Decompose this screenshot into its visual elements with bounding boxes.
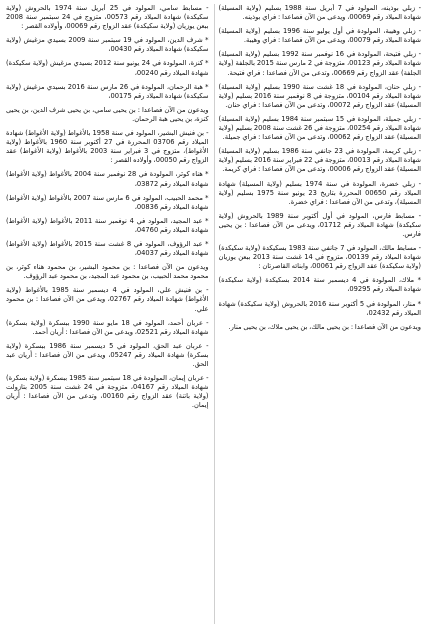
left-column <box>6 4 209 624</box>
entry: - بن فنيش علي، المولود في 4 ديسمبر سنة 1985 بالأغواط (ولاية الأغواط) شهادة الميلاد رقم 02767، ويدعى من الآن فصاعدا : بن محمود علي. <box>5 286 209 313</box>
entry: - زبلي جميلة، المولودة في 15 سبتمبر سنة 1984 بسليم (ولاية المسيلة) شهادة الميلاد رقم 00254، متزوجة في 26 غشت سنة 2008 بسليم (ولاية المسيلة) عقد الزواج رقم 00062، وتدعى من الآن فصاعدا : فراي جميلة. <box>218 114 421 142</box>
entry: * عبد الرؤوف، المولود في 8 غشت سنة 2015 بالأغواط (ولاية الأغواط) شهادة الميلاد رقم 04037، <box>5 239 209 258</box>
entry: - مسابط مالك، المولود في 7 جانفي سنة 1983 بسكيكدة (ولاية سكيكدة) شهادة الميلاد رقم 00139، متزوج في 14 غشت سنة 2013 ببعن يوزيان (ولاية سكيكدة) عقد الزواج رقم 00061، وابنائه القاصرتان : <box>218 244 421 271</box>
entry: - بن فنيش البشير، المولود في سنة 1958 بالأغواط (ولاية الأغواط) شهادة الميلاد رقم 03706 المحررة في 27 أكتوبر سنة 1960 بالأغواط (ولاية الأغواط)، متزوج في 3 فبراير سنة 2003 بالأغواط (ولاية الأغواط) عقد الزواج رقم 00050، وأولاده القصر : <box>5 129 209 165</box>
entry: - زبلي كريمة، المولودة في 23 جانفي سنة 1986 بسليم (ولاية المسيلة) شهادة الميلاد رقم 00013، متزوجة في 22 فبراير سنة 2016 بسليم (ولاية المسيلة) عقد الزواج رقم 00006، وتدعى من الآن فصاعدا : فراي كريمة. <box>218 147 421 174</box>
entry: * شرف الدين، المولود في 19 سبتمبر سنة 2009 بسيدي مزغيش (ولاية سكيكدة) شهادة الميلاد رقم 00430، <box>5 36 209 54</box>
entry: ويدعون من الآن فصاعدا : بن يحيى مالك، بن يحيى ملاك، بن يحيى منار. <box>228 322 421 331</box>
entry: - زبلي فتيحة، المولودة في 16 نوفمبر سنة 1992 بسليم (ولاية المسيلة) شهادة الميلاد رقم 00123، متزوجة في 2 مارس سنة 2015 بالجلفة (ولاية الجلفة) عقد الزواج رقم 00669، وتدعى من الآن فصاعدا : فراي فتيحة. <box>218 50 421 77</box>
entry: * هناء كوثر، المولودة في 28 نوفمبر سنة 2004 بالأغواط (ولاية الأغواط) شهادة الميلاد رقم 03872، <box>5 170 209 188</box>
entry: * عبد المجيد، المولود في 4 نوفمبر سنة 2011 بالأغواط (ولاية الأغواط) شهادة الميلاد رقم 04760، <box>5 216 209 234</box>
entry: - عربان إيمان، المولودة في 18 سبتمبر سنة 1985 ببسكرة (ولاية بسكرة) شهادة الميلاد رقم 04167، متزوجة في 24 غشت سنة 2005 بتازولت (ولاية باتنة) عقد الزواج رقم 00160، وتدعى من الآن فصاعدا : أريان إيمان. <box>5 374 209 410</box>
entry: - زبلي بوذينه، المولود في 7 أبريل سنة 1988 بسليم (ولاية المسيلة) شهادة الميلاد رقم 00069، ويدعى من الآن فصاعدا : فراي بوذينه. <box>218 4 421 22</box>
entry: ويدعون من الآن فصاعدا : بن يحيى سامي، بن يحيى شرف الدين، بن يحيى كنزة، بن يحيى هبة الرحمان. <box>5 105 209 123</box>
entry: ويدعون من الآن فصاعدا : بن محمود البشير، بن محمود هناء كوثر، بن محمود محمد الحبيب، بن محمود عبد المجيد، بن محمود عبد الرؤوف. <box>5 263 209 281</box>
entry: - زبلي خضرة، المولودة في سنة 1974 بسليم (ولاية المسيلة) شهادة الميلاد رقم 00650 المحررة بتاريخ 23 يونيو سنة 1975 بسليم (ولاية المسيلة)، وتدعى من الآن فصاعدا : فراي خضرة. <box>218 179 421 206</box>
column-divider <box>212 4 216 624</box>
entry: * هبة الرحمان، المولودة في 26 مارس سنة 2016 بسيدي مزغيش (ولاية سكيكدة) شهادة الميلاد رقم 00175، <box>5 82 209 100</box>
right-column <box>218 4 421 624</box>
entry: - زبلي وهيبة، المولودة في أول يوليو سنة 1996 بسليم (ولاية المسيلة) شهادة الميلاد رقم 00079، ويدعى من الآن فصاعدا : فراي وهيبة. <box>218 27 421 45</box>
entry: - عربان أحمد، المولود في 18 مايو سنة 1990 ببسكرة (ولاية بسكرة) شهادة الميلاد رقم 02521، ويدعى من الآن فصاعدا : أريان أحمد. <box>5 318 209 336</box>
two-column-layout <box>6 4 421 624</box>
entry: - مسابط سامي، المولود في 25 أبريل سنة 1974 بالحروش (ولاية سكيكدة) شهادة الميلاد رقم 00573، متزوج في 24 سبتمبر سنة 2008 ببعن يوزيان (ولاية سكيكدة) عقد الزواج رقم 00069، وأولاده القصر : <box>5 4 209 31</box>
entry: * كنزة، المولودة في 24 يونيو سنة 2012 بسيدي مزغيش (ولاية سكيكدة) شهادة الميلاد رقم 00240، <box>5 59 209 77</box>
entry: * منار، المولودة في 5 أكتوبر سنة 2016 بالحروش (ولاية سكيكدة) شهادة الميلاد رقم 02432، <box>218 299 421 317</box>
entry: * ملاك، المولودة في 4 ديسمبر سنة 2014 بسكيكدة (ولاية سكيكدة) شهادة الميلاد رقم 09295، <box>218 276 421 294</box>
entry: - زبلي حنان، المولودة في 18 غشت سنة 1990 بسليم (ولاية المسيلة) شهادة الميلاد رقم 00104، متزوجة في 8 نوفمبر سنة 2016 بسليم (ولاية المسيلة) عقد الزواج رقم 00072، وتدعى من الآن فصاعدا : فراي حنان. <box>218 82 421 109</box>
entry: * محمد الحبيب، المولود في 6 مارس سنة 2007 بالأغواط (ولاية الأغواط) شهادة الميلاد رقم 00836، <box>5 193 209 211</box>
entry: - مسابط فارس، المولود في أول أكتوبر سنة 1989 بالحروش (ولاية سكيكدة) شهادة الميلاد رقم 01712، ويدعى من الآن فصاعدا : بن يحيى فارس. <box>218 211 421 238</box>
entry: - عربان عبد الحق، المولود في 5 ديسمبر سنة 1986 ببسكرة (ولاية بسكرة) شهادة الميلاد رقم 05247، ويدعى من الآن فصاعدا : أريان عبد الحق. <box>5 341 209 368</box>
